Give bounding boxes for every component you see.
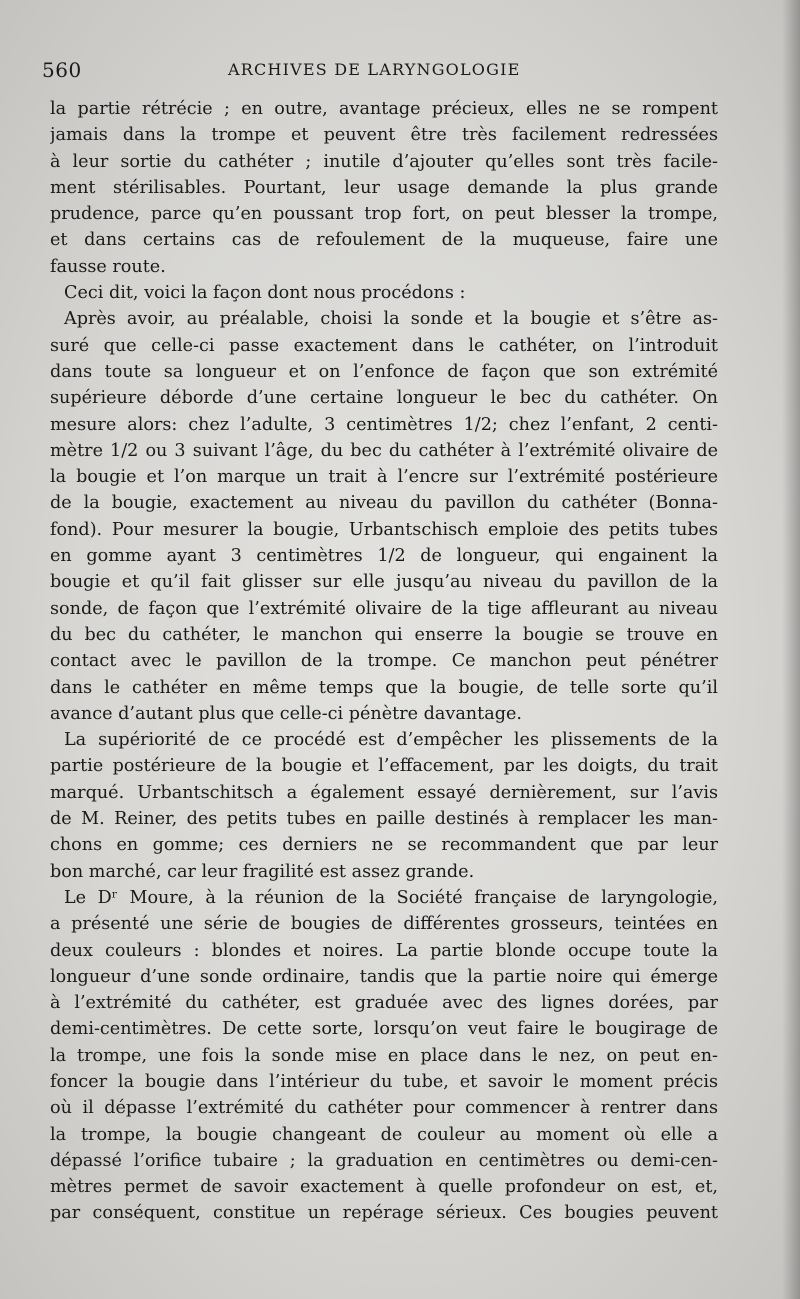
page-header: [42, 58, 742, 86]
text-line: marqué. Urbantschitsch a également essayé dernièrement, sur l’avis: [50, 782, 718, 803]
text-line: Ceci dit, voici la façon dont nous procédons :: [64, 283, 466, 304]
text-line: a présenté une série de bougies de différentes grosseurs, teintées en: [50, 914, 718, 935]
text-line: prudence, parce qu’en poussant trop fort, on peut blesser la trompe,: [50, 204, 718, 225]
text-line: de la bougie, exactement au niveau du pavillon du cathéter (Bonna-: [50, 493, 718, 514]
text-line: contact avec le pavillon de la trompe. Ce manchon peut pénétrer: [50, 651, 718, 672]
text-line: Le Dʳ Moure, à la réunion de la Société française de laryngologie,: [64, 887, 718, 908]
text-line: bon marché, car leur fragilité est assez grande.: [50, 861, 475, 882]
text-line: par conséquent, constitue un repérage sérieux. Ces bougies peuvent: [50, 1203, 718, 1224]
text-line: en gomme ayant 3 centimètres 1/2 de longueur, qui engainent la: [50, 546, 718, 567]
running-title: ARCHIVES DE LARYNGOLOGIE: [228, 60, 521, 79]
text-line: du bec du cathéter, le manchon qui enserre la bougie se trouve en: [50, 624, 718, 645]
page-number: 560: [42, 58, 82, 82]
text-line: mètres permet de savoir exactement à quelle profondeur on est, et,: [50, 1177, 718, 1198]
text-line: la trompe, une fois la sonde mise en place dans le nez, on peut en-: [50, 1045, 718, 1066]
text-line: dans le cathéter en même temps que la bougie, de telle sorte qu’il: [50, 677, 718, 698]
text-line: à leur sortie du cathéter ; inutile d’ajouter qu’elles sont très facile-: [50, 151, 718, 172]
text-line: bougie et qu’il fait glisser sur elle jusqu’au niveau du pavillon de la: [50, 572, 718, 593]
text-line: partie postérieure de la bougie et l’effacement, par les doigts, du trait: [50, 756, 718, 777]
text-line: ment stérilisables. Pourtant, leur usage demande la plus grande: [50, 177, 718, 198]
text-line: mètre 1/2 ou 3 suivant l’âge, du bec du cathéter à l’extrémité olivaire de: [50, 440, 718, 461]
text-line: suré que celle-ci passe exactement dans le cathéter, on l’introduit: [50, 335, 718, 356]
text-line: dans toute sa longueur et on l’enfonce de façon que son extrémité: [50, 361, 718, 382]
text-line: sonde, de façon que l’extrémité olivaire de la tige affleurant au niveau: [50, 598, 718, 619]
text-line: de M. Reiner, des petits tubes en paille destinés à remplacer les man-: [50, 809, 718, 830]
text-line: la partie rétrécie ; en outre, avantage précieux, elles ne se rompent: [50, 99, 718, 119]
text-line: chons en gomme; ces derniers ne se recommandent que par leur: [50, 835, 718, 856]
text-line: à l’extrémité du cathéter, est graduée avec des lignes dorées, par: [50, 993, 718, 1014]
text-line: deux couleurs : blondes et noires. La partie blonde occupe toute la: [50, 940, 718, 961]
text-line: Après avoir, au préalable, choisi la sonde et la bougie et s’être as-: [64, 309, 718, 330]
text-line: foncer la bougie dans l’intérieur du tube, et savoir le moment précis: [50, 1071, 718, 1092]
text-line: où il dépasse l’extrémité du cathéter pour commencer à rentrer dans: [50, 1098, 718, 1119]
text-line: avance d’autant plus que celle-ci pénètre davantage.: [50, 703, 522, 724]
text-line: longueur d’une sonde ordinaire, tandis que la partie noire qui émerge: [50, 966, 718, 987]
text-line: fond). Pour mesurer la bougie, Urbantschisch emploie des petits tubes: [50, 519, 718, 540]
text-line: la bougie et l’on marque un trait à l’encre sur l’extrémité postérieure: [50, 467, 718, 488]
text-line: jamais dans la trompe et peuvent être très facilement redressées: [50, 125, 718, 146]
text-line: dépassé l’orifice tubaire ; la graduation en centimètres ou demi-cen-: [50, 1150, 718, 1171]
text-line: supérieure déborde d’une certaine longueur le bec du cathéter. On: [50, 388, 718, 409]
text-line: fausse route.: [50, 256, 166, 277]
text-line: et dans certains cas de refoulement de la muqueuse, faire une: [50, 230, 718, 251]
text-line: La supériorité de ce procédé est d’empêcher les plissements de la: [64, 730, 718, 751]
text-line: mesure alors: chez l’adulte, 3 centimètres 1/2; chez l’enfant, 2 centi-: [50, 414, 718, 435]
text-line: demi-centimètres. De cette sorte, lorsqu’on veut faire le bougirage de: [50, 1019, 718, 1040]
text-line: la trompe, la bougie changeant de couleur au moment où elle a: [50, 1124, 718, 1145]
body-text: [50, 96, 718, 1227]
